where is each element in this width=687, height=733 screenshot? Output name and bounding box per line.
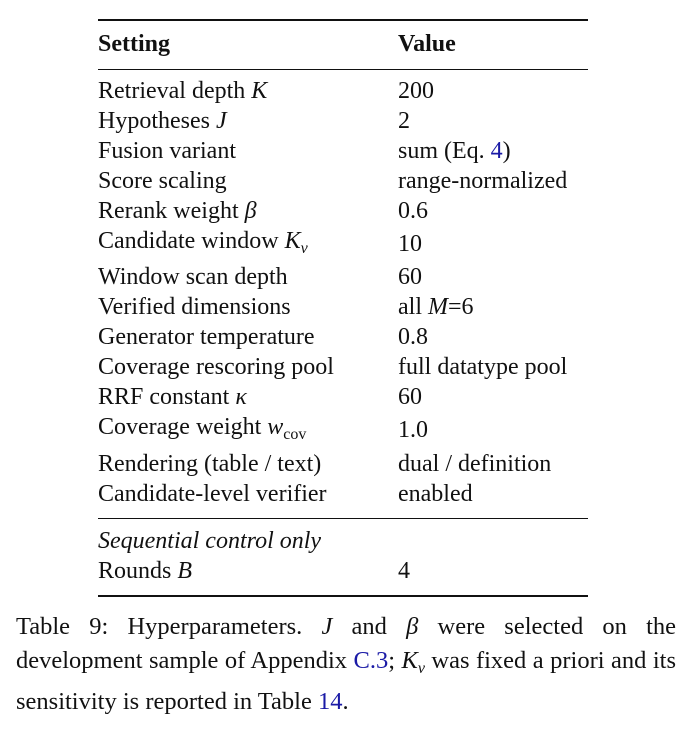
row-setting: Coverage rescoring pool bbox=[98, 354, 334, 381]
row-setting: Candidate-level verifier bbox=[98, 480, 327, 507]
table-row bbox=[98, 77, 588, 107]
row-value: 2 bbox=[398, 107, 410, 134]
table-row bbox=[98, 227, 588, 264]
row-value: 60 bbox=[398, 264, 422, 291]
row-setting: Rerank weight β bbox=[98, 197, 257, 224]
table-link[interactable]: 14 bbox=[318, 688, 343, 715]
row-symbol: K bbox=[251, 78, 268, 104]
row-setting: Retrieval depth K bbox=[98, 78, 268, 104]
table-row bbox=[98, 413, 588, 450]
row-value: dual / definition bbox=[398, 450, 552, 477]
row-setting: Verified dimensions bbox=[98, 294, 291, 321]
caption-symbol: J bbox=[321, 613, 333, 640]
row-value: 1.0 bbox=[398, 417, 428, 444]
row-value: 10 bbox=[398, 231, 422, 258]
table-caption: Table 9: Hyperparameters. J and β were selected on the development sample of Appendix C.3; $K_v$ was fixed a priori and its sensitivity is reported in Table 14. bbox=[16, 613, 676, 715]
row-setting: RRF constant κ bbox=[98, 384, 247, 411]
caption-label: Table 9: Hyperparameters. bbox=[16, 613, 322, 640]
table-row bbox=[98, 107, 588, 137]
caption-symbol: K bbox=[401, 646, 418, 674]
header-setting: Setting bbox=[98, 31, 170, 58]
table-row bbox=[98, 323, 588, 353]
row-setting: Hypotheses J bbox=[98, 107, 227, 134]
row-setting: Score scaling bbox=[98, 167, 227, 194]
row-value: 0.8 bbox=[398, 324, 428, 351]
row-value: sum (Eq. 4) bbox=[398, 137, 511, 164]
row-value: full datatype pool bbox=[398, 354, 568, 381]
row-value: 60 bbox=[398, 384, 422, 411]
row-symbol-subscript: cov bbox=[283, 425, 307, 443]
row-symbol: β bbox=[244, 197, 257, 224]
value-symbol: M bbox=[428, 294, 448, 321]
section-title: Sequential control only bbox=[98, 527, 322, 554]
table-row bbox=[98, 450, 588, 480]
row-symbol: κ bbox=[235, 384, 247, 411]
row-setting: Rounds B bbox=[98, 557, 193, 584]
row-setting: Candidate window $K_v$ bbox=[98, 227, 308, 257]
section-title-row bbox=[98, 527, 588, 557]
table-row bbox=[98, 383, 588, 413]
bottom-rule bbox=[98, 595, 588, 597]
table-row bbox=[98, 197, 588, 227]
row-setting: Generator temperature bbox=[98, 324, 315, 351]
row-setting: Fusion variant bbox=[98, 137, 236, 164]
row-setting: Rendering (table / text) bbox=[98, 450, 322, 477]
hyperparameter-table bbox=[98, 19, 588, 597]
header-value: Value bbox=[398, 31, 456, 58]
row-symbol: B bbox=[177, 557, 193, 584]
caption-symbol: β bbox=[406, 613, 419, 640]
appendix-link[interactable]: C.3 bbox=[353, 646, 389, 674]
table-row bbox=[98, 557, 588, 587]
row-value: range-normalized bbox=[398, 167, 568, 194]
caption-symbol-subscript: v bbox=[417, 659, 425, 677]
table-section-sequential bbox=[98, 519, 588, 595]
table-row bbox=[98, 480, 588, 510]
table-row bbox=[98, 263, 588, 293]
row-setting: Window scan depth bbox=[98, 264, 288, 291]
row-value: enabled bbox=[398, 480, 473, 507]
table-row bbox=[98, 353, 588, 383]
row-symbol: K bbox=[284, 227, 301, 254]
table-row bbox=[98, 293, 588, 323]
row-value: 4 bbox=[398, 557, 410, 584]
row-value: 0.6 bbox=[398, 197, 428, 224]
table-header-row bbox=[98, 21, 588, 69]
row-symbol: w bbox=[267, 413, 284, 440]
table-body bbox=[98, 70, 588, 518]
row-value: all M=6 bbox=[398, 294, 474, 321]
row-symbol-subscript: v bbox=[300, 239, 308, 257]
equation-link[interactable]: 4 bbox=[490, 137, 503, 164]
row-symbol: J bbox=[215, 107, 227, 134]
table-row bbox=[98, 167, 588, 197]
row-setting: Coverage weight $w_{cov}$ bbox=[98, 413, 307, 443]
table-row bbox=[98, 137, 588, 167]
row-value: 200 bbox=[398, 78, 434, 104]
